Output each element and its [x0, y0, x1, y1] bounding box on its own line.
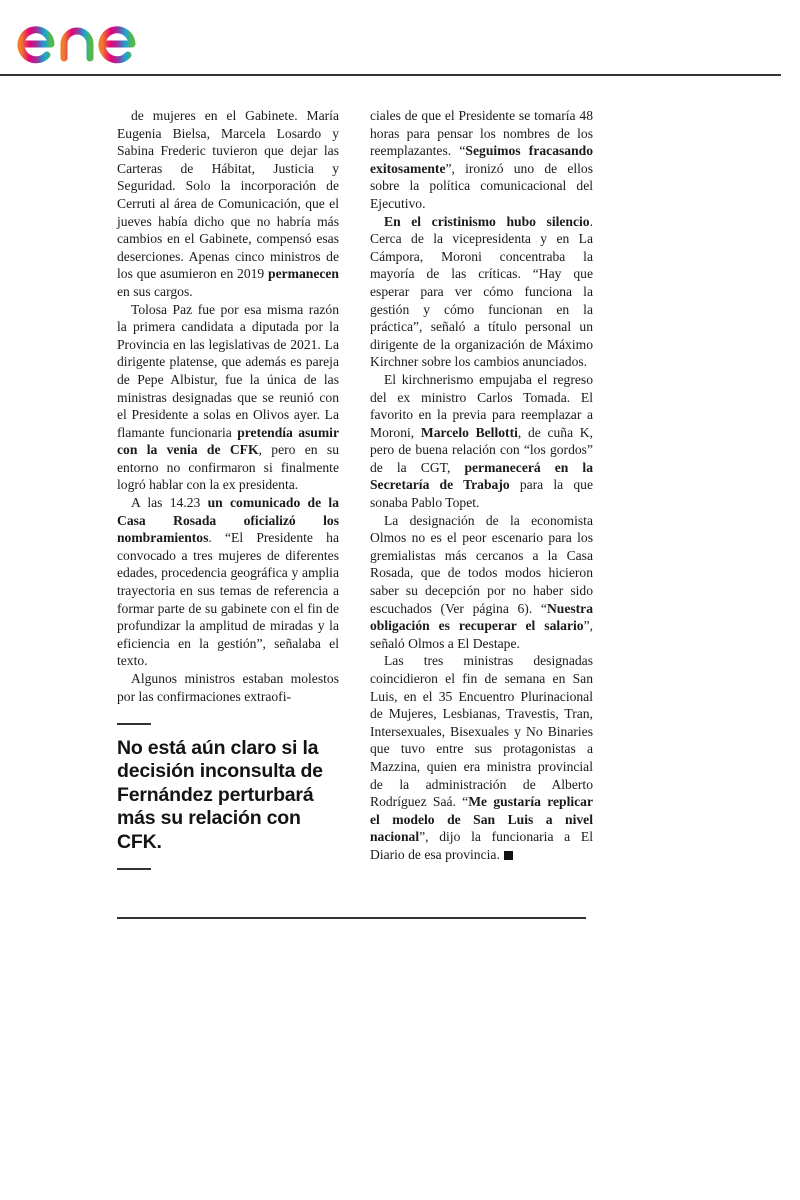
article-paragraph [370, 371, 593, 512]
bold-text: En el cristinismo hubo silencio [384, 213, 590, 229]
text-run: La designación de la economista Olmos no es el peor escenario para los gremialistas más cercanos a la Casa Rosada, que de todos modos hicieron saber su decepción por no haber sido escuchados (Ver página 6). “ [370, 512, 593, 616]
article-paragraph [370, 652, 593, 863]
text-run: A las 14.23 [131, 495, 208, 511]
pullquote-rule-bottom [117, 868, 151, 870]
end-mark-icon [504, 851, 513, 860]
pullquote: No está aún claro si la decisión inconsulta de Fernández perturbará más su relación con CFK. [117, 736, 323, 853]
footer-rule [117, 917, 586, 919]
bold-text: un comunicado de la Casa Rosada oficializó los nombramientos [117, 495, 339, 546]
left-paragraphs [117, 107, 339, 705]
bold-text: Seguimos fracasando exitosamente [370, 143, 593, 176]
text-run: ”, señaló Olmos a El Destape. [370, 618, 593, 651]
article-column-left [117, 107, 339, 870]
bold-text: Me gustaría replicar el modelo de San Luis a nivel nacional [370, 794, 593, 845]
text-run: Algunos ministros estaban molestos por las confirmaciones extraofi- [117, 671, 339, 704]
article-paragraph [117, 494, 339, 670]
enel-logo-icon [14, 6, 170, 68]
article-paragraph [370, 107, 593, 213]
bold-text: Nuestra obligación es recuperar el salario [370, 600, 593, 634]
text-run: ciales de que el Presidente se tomaría 48 horas para pensar los nombres de los reemplazantes. “ [370, 108, 593, 159]
text-run: ”, dijo la funcionaria a El Diario de esa provincia. [370, 829, 593, 862]
text-run: . Cerca de la vicepresidenta y en La Cámpora, Moroni concentraba la mayoría de las críticas. “Hay que esperar para ver cómo funciona la gestión y cómo funcionan en la práctica”, señaló a título personal un dirigente de la organización de Máximo Kirchner sobre los cambios anunciados. [370, 213, 593, 370]
article-paragraph [117, 301, 339, 495]
text-run: en sus cargos. [117, 283, 193, 299]
text-run: de mujeres en el Gabinete. María Eugenia Bielsa, Marcela Losardo y Sabina Frederic tuvieron que dejar las Carteras de Hábitat, Justicia y Seguridad. Solo la incorporación de Cerruti al área de Comunicación, que el jueves había dicho que no habría más cambios en el Gabinete, compensó esas deserciones. Apenas cinco ministros de los que asumieron en 2019 [117, 108, 339, 282]
pullquote-rule-top [117, 723, 151, 725]
bold-text: permanecerá en la Secretaría de Trabajo [370, 459, 593, 493]
article-column-right [370, 107, 593, 864]
header-rule [0, 74, 781, 76]
article-paragraph [117, 670, 339, 705]
bold-text: permanecen [268, 266, 339, 282]
page-header [0, 0, 800, 76]
text-run: para la que sonaba Pablo Topet. [370, 477, 594, 511]
text-run: El kirchnerismo empujaba el regreso del ex ministro Carlos Tomada. El favorito en la previa para reemplazar a Moroni, [370, 371, 593, 440]
bold-text: Marcelo Bellotti [420, 424, 518, 440]
text-run: , pero en su entorno no confirmaron si finalmente logró hablar con la ex presidenta. [117, 442, 340, 493]
article-paragraph [370, 512, 593, 653]
right-paragraphs [370, 107, 593, 864]
text-run: Tolosa Paz fue por esa misma razón la primera candidata a diputada por la Provincia en las legislativas de 2021. La dirigente platense, que además es pareja de Pepe Albistur, fue la única de las ministras designadas que se reunió con el Presidente a solas en Olivos ayer. La flamante funcionaria [117, 301, 339, 440]
article-paragraph [370, 213, 593, 371]
text-run: ”, ironizó uno de ellos sobre la política comunicacional del Ejecutivo. [370, 160, 593, 211]
text-run: Las tres ministras designadas coincidieron el fin de semana en San Luis, en el 35 Encuentro Plurinacional de Mujeres, Lesbianas, Travestis, Tran, Intersexuales, Bisexuales y No Binaries que tuvo entre sus protagonistas a Mazzina, quien era ministra provincial de la administración de Alberto Rodríguez Saá. “ [370, 653, 593, 810]
text-run: . “El Presidente ha convocado a tres mujeres de diferentes edades, procedencia geográfica y amplia trayectoria en sus temas de referencia a formar parte de su gabinete con el fin de profundizar la amplitud de miradas y la eficiencia en la gestión”, señalaba el texto. [117, 530, 339, 669]
text-run: , de cuña K, pero de buena relación con “los gordos” de la CGT, [370, 424, 593, 475]
bold-text: pretendía asumir con la venia de CFK [117, 424, 339, 458]
article-paragraph [117, 107, 339, 301]
